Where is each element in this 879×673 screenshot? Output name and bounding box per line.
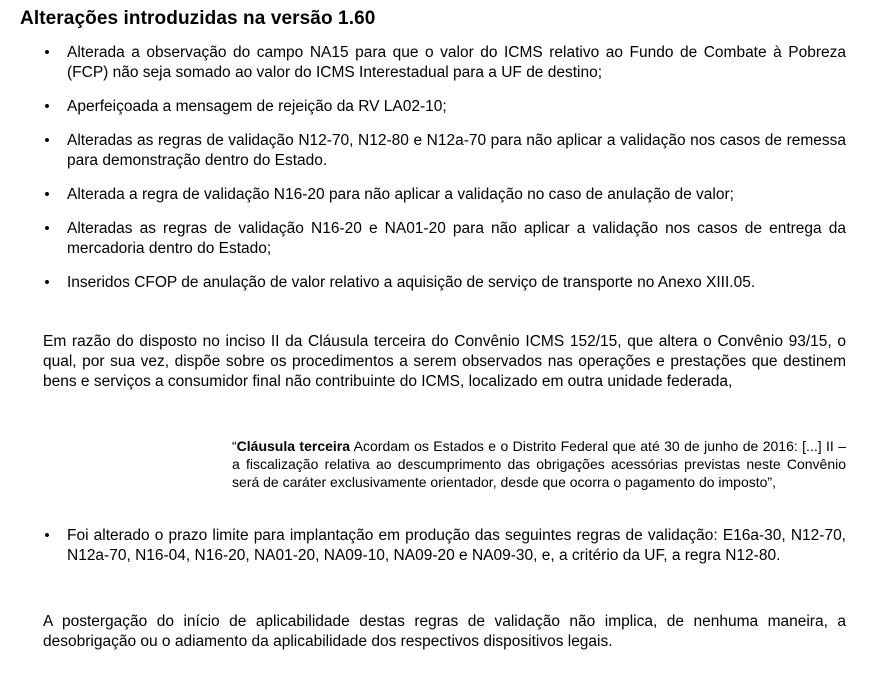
bullet-marker: • <box>44 220 50 237</box>
list-item <box>0 131 879 171</box>
list-item <box>0 43 879 83</box>
bullet-marker: • <box>44 132 50 149</box>
list-item-text: Alterada a regra de validação N16-20 para não aplicar a validação no caso de anulação de valor; <box>67 186 734 203</box>
bullet-marker: • <box>44 98 50 115</box>
quote-clause-label: Cláusula terceira <box>236 438 351 454</box>
changes-list <box>0 43 879 307</box>
list-item <box>0 273 879 293</box>
list-item <box>0 97 879 117</box>
closing-paragraph: A postergação do início de aplicabilidade destas regras de validação não implica, de nenhuma maneira, a desobrigação ou o adiamento da aplicabilidade dos respectivos dispositivos legais. <box>43 613 846 650</box>
intro-paragraph: Em razão do disposto no inciso II da Cláusula terceira do Convênio ICMS 152/15, que altera o Convênio 93/15, o qual, por sua vez, dispõe sobre os procedimentos a serem observados nas operações e prestações que destinem bens e serviços a consumidor final não contribuinte do ICMS, localizado em outra unidade federada, <box>43 333 846 390</box>
legal-quote <box>232 437 846 491</box>
deadline-list <box>0 526 879 580</box>
bullet-marker: • <box>44 274 50 291</box>
list-item-text: Inseridos CFOP de anulação de valor relativo a aquisição de serviço de transporte no Anexo XIII.05. <box>67 274 756 291</box>
list-item-text: Foi alterado o prazo limite para implantação em produção das seguintes regras de validação: E16a-30, N12-70, N12a-70, N16-04, N16-20, NA01-20, NA09-10, NA09-20 e NA09-30, e, a critério da UF, a regra N12-80. <box>67 527 846 564</box>
list-item-text: Alteradas as regras de validação N16-20 e NA01-20 para não aplicar a validação nos casos de entrega da mercadoria dentro do Estado; <box>67 220 846 257</box>
list-item-text: Alteradas as regras de validação N12-70, N12-80 e N12a-70 para não aplicar a validação nos casos de remessa para demonstração dentro do Estado. <box>67 132 846 169</box>
quote-open-mark: “ <box>232 438 237 454</box>
list-item <box>0 526 879 566</box>
list-item-text: Aperfeiçoada a mensagem de rejeição da RV LA02-10; <box>67 98 447 115</box>
bullet-marker: • <box>44 527 50 544</box>
bullet-marker: • <box>44 186 50 203</box>
list-item <box>0 185 879 205</box>
section-heading: Alterações introduzidas na versão 1.60 <box>20 8 376 29</box>
bullet-marker: • <box>44 44 50 61</box>
list-item-text: Alterada a observação do campo NA15 para que o valor do ICMS relativo ao Fundo de Combate à Pobreza (FCP) não seja somado ao valor do ICMS Interestadual para a UF de destino; <box>67 44 846 81</box>
quote-text: Acordam os Estados e o Distrito Federal que até 30 de junho de 2016: [...] II – a fiscalização relativa ao descumprimento das obrigações acessórias previstas neste Convênio será de caráter exclusivamente orientador, desde que ocorra o pagamento do imposto”, <box>232 438 846 490</box>
list-item <box>0 219 879 259</box>
